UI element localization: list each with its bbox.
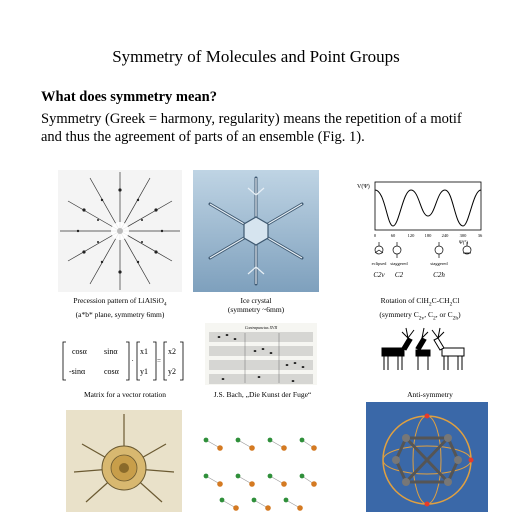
matrix-cell: cosα (72, 347, 87, 356)
anti-symmetry-image (372, 326, 484, 372)
tick-label: 0 (373, 233, 377, 238)
point-group-label: C2h (433, 271, 445, 279)
section-heading: What does symmetry mean? (41, 89, 217, 105)
matrix-cell: cosα (104, 367, 119, 376)
precession-pattern-image (58, 170, 182, 292)
intro-paragraph: Symmetry (Greek = harmony, regularity) means the repetition of a motif and thus the agreement of parts of an ensemble (Fig. 1). (41, 111, 462, 145)
anti-symmetry-caption: Anti-symmetry (407, 390, 453, 399)
bach-score-image (205, 323, 317, 385)
vector-cell: y2 (168, 367, 176, 376)
matrix-cell: sinα (104, 347, 118, 356)
equals-sign: = (157, 357, 161, 365)
multiply-dot: · (131, 357, 134, 365)
rotation-potential-figure (355, 176, 485, 292)
rotation-potential-graphic (355, 176, 485, 292)
matrix-graphic (60, 336, 186, 386)
vector-cell: y1 (140, 367, 148, 376)
rotation-xlabel: Ψ(°) (459, 241, 469, 246)
bach-caption: J.S. Bach, „Die Kunst der Fuge“ (213, 390, 312, 399)
cage-graphic (366, 402, 488, 512)
vector-cell: x1 (140, 347, 148, 356)
ice-crystal-image (193, 170, 319, 292)
matrix-cell: -sinα (69, 367, 86, 376)
tick-label: 60 (390, 233, 396, 238)
tick-label: 120 (407, 233, 415, 238)
point-group-label: C2 (394, 271, 404, 279)
precession-caption: Precession pattern of LiAlSiO$_4$ (a*b* plane, symmetry 6mm) (73, 296, 167, 319)
radiolarian-image (66, 410, 182, 512)
rotation-caption: Rotation of $ClH_2C-CH_2Cl$ (symmetry $C_{2v}$, $C_2$, or $C_{2h}$) (379, 296, 461, 321)
conformation-label: staggered (390, 261, 408, 266)
tick-label: 240 (441, 233, 449, 238)
matrix-caption: Matrix for a vector rotation (83, 390, 167, 399)
score-header: Contrapunctus XVII (244, 325, 278, 330)
molecular-cage-image (366, 402, 488, 512)
rotation-matrix-figure (60, 336, 186, 386)
lattice-graphic (196, 430, 322, 512)
crystal-lattice-image (196, 430, 322, 512)
conformation-label: eclipsed (371, 261, 387, 266)
ice-caption: Ice crystal (symmetry ~6mm) (227, 296, 285, 314)
rotation-ylabel: V(Ψ) (357, 184, 370, 190)
tick-label: 36 (477, 233, 483, 238)
vector-cell: x2 (168, 347, 176, 356)
score-graphic (205, 323, 317, 385)
page-title: Symmetry of Molecules and Point Groups (112, 47, 400, 66)
tick-label: 180 (424, 233, 432, 238)
deer-graphic (372, 326, 484, 372)
precession-pattern-graphic (58, 170, 182, 292)
point-group-label: C2v (373, 271, 385, 279)
radiolarian-graphic (66, 410, 182, 512)
snowflake-graphic (193, 170, 319, 292)
tick-label: 300 (459, 233, 467, 238)
conformation-label: staggered (430, 261, 448, 266)
